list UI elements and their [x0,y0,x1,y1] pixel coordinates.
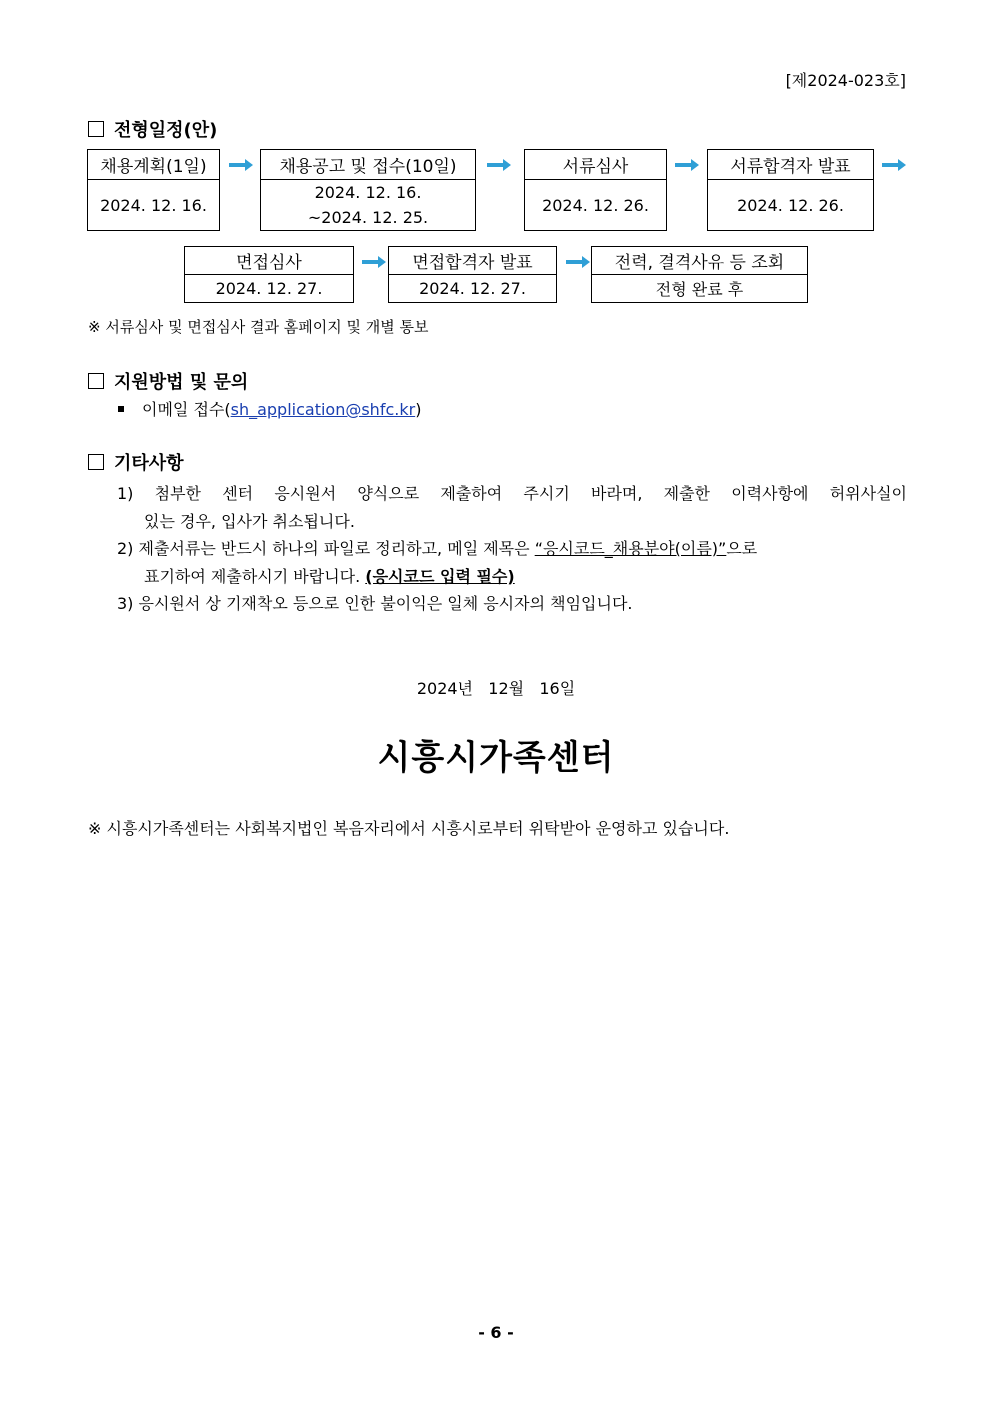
etc-item-2-line-1 [117,536,757,559]
step-date [185,275,353,302]
apply-suffix: ) [415,400,422,419]
step-title: 채용공고 및 접수(10일) [261,150,475,180]
step-date-line: 2024. 12. 27. [419,279,526,298]
arrow-right-icon [361,254,387,270]
step-title: 면접합격자 발표 [389,247,556,275]
apply-heading-text: 지원방법 및 문의 [114,372,249,393]
schedule-heading [88,116,217,142]
checkbox-square-icon [88,121,104,137]
email-link[interactable]: sh_application@shfc.kr [230,400,416,419]
step-date-line: 2024. 12. 16. [100,195,207,215]
organization-name: 시흥시가족센터 [377,738,615,778]
etc-item-1-line-2: 있는 경우, 입사가 취소됩니다. [144,512,355,531]
arrow-right-icon [565,254,591,270]
step-date [592,275,807,302]
schedule-heading-text: 전형일정(안) [114,120,218,141]
step-date-line: ~2024. 12. 25. [307,208,429,227]
step-date [525,180,666,230]
etc-item-2-line-2 [144,564,515,587]
step-date [88,180,219,230]
arrow-right-icon [228,157,254,173]
arrow-right-icon [486,157,512,173]
step-date-line: 전형 완료 후 [655,280,744,299]
etc-heading-text: 기타사항 [114,453,184,474]
step-title: 전력, 결격사유 등 조회 [592,247,807,275]
step-date [389,275,556,302]
step-document-review [524,149,667,231]
step-date-line: 2024. 12. 16. [314,183,422,202]
etc-item-2-text: 2) 제출서류는 반드시 하나의 파일로 정리하고, 메일 제목은 [117,539,535,558]
etc-item-2-text-end: 으로 [726,539,758,558]
etc-item-1-line-1: 1) 첨부한 센터 응시원서 양식으로 제출하여 주시기 바라며, 제출한 이력사항에 허위사실이 [117,484,907,503]
step-title: 서류심사 [525,150,666,180]
step-hiring-plan [87,149,220,231]
arrow-right-icon [881,157,907,173]
apply-bullet [118,397,421,420]
step-interview [184,246,354,303]
step-title: 채용계획(1일) [88,150,219,180]
schedule-note: ※ 서류심사 및 면접심사 결과 홈페이지 및 개별 통보 [88,318,429,336]
checkbox-square-icon [88,373,104,389]
etc-item-3: 3) 응시원서 상 기재착오 등으로 인한 불이익은 일체 응시자의 책임입니다. [117,594,633,613]
required-code-note: (응시코드 입력 필수) [365,567,515,586]
step-date-line: 2024. 12. 26. [542,195,649,215]
document-date: 2024년 12월 16일 [416,679,576,698]
apply-prefix: 이메일 접수( [142,400,231,419]
step-date [708,180,873,230]
step-document-result [707,149,874,231]
step-interview-result [388,246,557,303]
etc-heading [88,449,184,475]
arrow-right-icon [674,157,700,173]
step-title: 서류합격자 발표 [708,150,873,180]
step-date [261,180,475,230]
document-number: [제2024-023호] [785,71,906,90]
step-date-line: 2024. 12. 26. [737,195,844,215]
step-announcement [260,149,476,231]
page-number: - 6 - [478,1323,514,1342]
square-bullet-icon [118,406,124,412]
checkbox-square-icon [88,454,104,470]
step-title: 면접심사 [185,247,353,275]
email-subject-format: “응시코드_채용분야(이름)” [534,539,727,558]
step-date-line: 2024. 12. 27. [215,279,323,298]
etc-item-2-text: 표기하여 제출하시기 바랍니다. [144,567,366,586]
step-background-check [591,246,808,303]
footer-note: ※ 시흥시가족센터는 사회복지법인 복음자리에서 시흥시로부터 위탁받아 운영하고 있습니다. [88,819,730,838]
apply-heading [88,368,248,394]
